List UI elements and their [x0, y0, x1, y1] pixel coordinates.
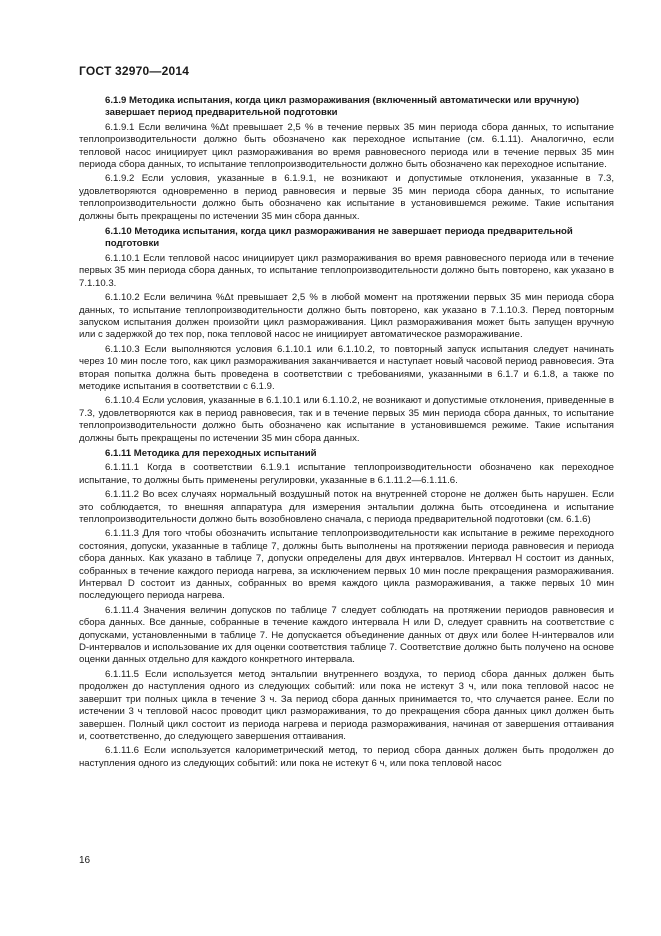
- page-number: 16: [79, 855, 91, 866]
- section-heading: 6.1.9 Методика испытания, когда цикл размораживания (включенный автоматически или вручную) завершает период предварительной подготовки: [105, 95, 580, 119]
- paragraph: 6.1.9.2 Если условия, указанные в 6.1.9.1, не возникают и допустимые отклонения, указанные в 7.3, удовлетворяются одновременно в период равновесия и первые 35 мин периода сбора данных, то испытание теплопроизводительности должно быть обозначено как испытание в установившемся режиме. Такие испытания должны быть прекращены по истечении 35 мин сбора данных.: [79, 173, 614, 222]
- section-6-1-10: [79, 226, 614, 445]
- section-6-1-9: [79, 95, 614, 223]
- document-header: ГОСТ 32970—2014: [79, 64, 190, 78]
- section-6-1-11: [79, 448, 614, 770]
- paragraph: 6.1.10.1 Если тепловой насос инициирует цикл размораживания во время равновесного периода или в течение первых 35 мин периода сбора данных, то испытание теплопроизводительности должно быть повторено, как указано в 7.1.10.3.: [79, 252, 614, 289]
- paragraph: 6.1.11.3 Для того чтобы обозначить испытание теплопроизводительности как испытание в режиме переходного состояния, допуски, указанные в таблице 7, должны быть выполнены на протяжении периода равновесия и периода сбора данных. Как указано в таблице 7, допуски определены для двух интервалов. Интервал H состоит из данных, собранных в течение каждого периода нагрева, за исключением первых 10 мин после прекращения размораживания. Интервал D состоит из данных, собранных во время каждого цикла размораживания, а также первых 10 мин последующего периода нагрева.: [79, 528, 614, 602]
- document-body: [79, 95, 614, 773]
- paragraph: 6.1.11.5 Если используется метод энтальпии внутреннего воздуха, то период сбора данных должен быть продолжен до наступления одного из следующих событий: или пока не истекут 3 ч, или пока тепловой насос не завершит три полных цикла в течение 3 ч. За период сбора данных принимается то, что случается ранее. Если по истечении 3 ч тепловой насос проводит цикл размораживания, то до прекращения сбора данных цикл должен быть завершен. Полный цикл состоит из периода нагрева и периода размораживания, начиная от завершения оттаивания и, соответственно, до следующего завершения оттаивания.: [79, 668, 614, 742]
- paragraph: 6.1.11.1 Когда в соответствии 6.1.9.1 испытание теплопроизводительности обозначено как переходное испытание, то должны быть применены регулировки, указанные в 6.1.11.2—6.1.11.6.: [79, 462, 614, 486]
- paragraph: 6.1.9.1 Если величина %Δt превышает 2,5 % в течение первых 35 мин периода сбора данных, то испытание теплопроизводительности должно быть обозначено как переходное испытание (см. 6.1.11). Аналогично, если тепловой насос инициирует цикл размораживания во время равновесного периода или в течение первых 35 мин периода сбора данных, то испытание теплопроизводительности должно быть обозначено как переходное испытание.: [79, 121, 614, 171]
- paragraph: 6.1.11.4 Значения величин допусков по таблице 7 следует соблюдать на протяжении периодов равновесия и сбора данных. Все данные, собранные в течение каждого интервала H или D, следует сравнить на соответствие с допусками, установленными в таблице 7. Не допускается объединение данных от двух или более H-интервалов или D-интервалов и использование их для оценки соответствия таблице 7. Соответствие должно быть получено на основе оценки данных отдельно для каждого конкретного интервала.: [79, 604, 614, 666]
- paragraph: 6.1.10.2 Если величина %Δt превышает 2,5 % в любой момент на протяжении первых 35 мин периода сбора данных, то испытание теплопроизводительности должно быть повторено, как указано в 7.1.10.3. Перед повторным запуском испытания должен произойти цикл размораживания. Цикл размораживания может быть запущен вручную или с задержкой до тех пор, пока тепловой насос не инициирует автоматическое размораживание.: [79, 292, 614, 341]
- paragraph: 6.1.11.2 Во всех случаях нормальный воздушный поток на внутренней стороне не должен быть нарушен. Если это соблюдается, то внешняя аппаратура для измерения энтальпии должна быть отсоединена и испытание теплопроизводительности должно быть возобновлено сначала, с периода предварительной подготовки (см. 6.1.6): [79, 489, 614, 525]
- paragraph: 6.1.11.6 Если используется калориметрический метод, то период сбора данных должен быть продолжен до наступления одного из следующих событий: или пока не истекут 6 ч, или пока тепловой насос: [79, 745, 614, 769]
- section-heading: 6.1.11 Методика для переходных испытаний: [105, 447, 317, 459]
- section-heading: 6.1.10 Методика испытания, когда цикл размораживания не завершает периода предварительной подготовки: [105, 226, 573, 250]
- paragraph: 6.1.10.4 Если условия, указанные в 6.1.10.1 или 6.1.10.2, не возникают и допустимые отклонения, приведенные в 7.3, удовлетворяются как в период равновесия, так и в течение первых 35 мин периода сбора данных, то испытание теплопроизводительности должно быть обозначено как испытание в установившемся режиме. Такие испытания должны быть прекращены по истечении 35 мин сбора данных.: [79, 395, 614, 444]
- paragraph: 6.1.10.3 Если выполняются условия 6.1.10.1 или 6.1.10.2, то повторный запуск испытания следует начинать через 10 мин после того, как цикл размораживания заканчивается и наступает новый часовой период равновесия. Эта вторая попытка должна быть проведена в соответствии с требованиями, указанными в 6.1.7 и 6.1.8, а также по методике испытания в соответствии с 6.1.9.: [79, 343, 614, 392]
